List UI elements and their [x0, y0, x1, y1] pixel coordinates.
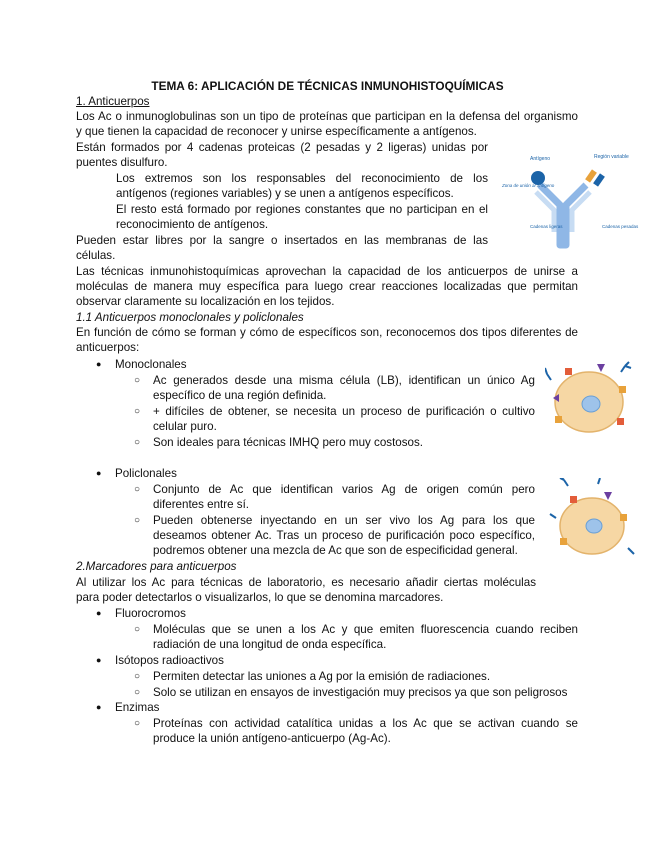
sub-bullet: ○	[134, 406, 141, 417]
mono-item2-line2: celular puro.	[153, 420, 217, 433]
cell-nucleus	[586, 519, 602, 533]
document-title: TEMA 6: APLICACIÓN DE TÉCNICAS INMUNOHISTOQUÍMICAS	[151, 79, 504, 93]
antigen-mark	[560, 538, 567, 545]
s1-p2-line1: Están formados por 4 cadenas proteicas (2 pesadas y 2 ligeras) unidas por	[76, 141, 488, 154]
poli-item2-line2: deseamos obtener Ac. Tras un proceso de purificación poco específico,	[153, 529, 535, 542]
s1-indent2-line2: reconocimiento de antígenos.	[116, 218, 269, 231]
antigen-mark	[620, 514, 627, 521]
poli-item1-line2: diferentes entre sí.	[153, 498, 250, 511]
isotopos-label: Isótopos radioactivos	[115, 654, 224, 667]
bullet: ●	[96, 359, 102, 369]
monoclonal-cell-illustration	[545, 358, 637, 442]
label-zona-union: Zona de unión al antígeno	[502, 183, 555, 188]
monoclonales-label: Monoclonales	[115, 358, 187, 371]
mono-item1-line1: Ac generados desde una misma célula (LB), identifican un único Ag	[153, 374, 535, 387]
mono-item1-line2: específico de una región definida.	[153, 389, 327, 402]
bullet: ●	[96, 702, 102, 712]
label-cadenas-pesadas: Cadenas pesadas	[602, 224, 639, 229]
s1-indent2-line1: El resto está formado por regiones constantes que no participan en el	[116, 203, 488, 216]
enz-item1-line1: Proteínas con actividad catalítica unidas a los Ac que se activan cuando se	[153, 717, 578, 730]
fluorocromos-label: Fluorocromos	[115, 607, 186, 620]
s1-p4-line3: observar claramente su localización en los tejidos.	[76, 295, 335, 308]
s1-p2-line2: puentes disulfuro.	[76, 156, 168, 169]
antibody-mark	[598, 478, 600, 484]
enzimas-label: Enzimas	[115, 701, 160, 714]
s11-p1-line2: anticuerpos:	[76, 341, 140, 354]
poli-item1-line1: Conjunto de Ac que identifican varios Ag de origen común pero	[153, 483, 535, 496]
polyclonal-cell-illustration	[548, 478, 640, 562]
antigen-mark	[619, 386, 626, 393]
antigen-mark	[555, 416, 562, 423]
label-cadenas-ligeras: Cadenas ligeras	[530, 224, 563, 229]
antibody-mark	[545, 368, 551, 380]
bullet: ●	[96, 655, 102, 665]
section-1-1-heading: 1.1 Anticuerpos monoclonales y policlonales	[76, 311, 304, 324]
label-antigeno: Antígeno	[530, 156, 551, 162]
s1-p1-line2: y que tienen la capacidad de reconocer y unirse específicamente a antígenos.	[76, 125, 477, 138]
sub-bullet: ○	[134, 375, 141, 386]
s1-indent1-line2: antígenos (regiones variables) y se unen a antígenos específicos.	[116, 187, 454, 200]
poli-item2-line1: Pueden obtenerse inyectando en un ser vivo los Ag para los que	[153, 514, 535, 527]
s1-p3-line1: Pueden estar libres por la sangre o insertados en las membranas de las	[76, 234, 488, 247]
policlonales-label: Policlonales	[115, 467, 177, 480]
mono-item2-line1: + difíciles de obtener, se necesita un proceso de purificación o cultivo	[153, 405, 535, 418]
s1-p1-line1: Los Ac o inmunoglobulinas son un tipo de proteínas que participan en la defensa del organismo	[76, 110, 578, 123]
iso-item1: Permiten detectar las uniones a Ag por la emisión de radiaciones.	[153, 670, 491, 683]
section-1-heading: 1. Anticuerpos	[76, 95, 150, 108]
antibody-mark	[628, 548, 634, 554]
s2-p1-line2: para poder detectarlos o visualizarlos, lo que se denomina marcadores.	[76, 591, 444, 604]
bullet: ●	[96, 468, 102, 478]
sub-bullet: ○	[134, 671, 141, 682]
s1-indent1-line1: Los extremos son los responsables del reconocimiento de los	[116, 172, 488, 185]
fluor-item1-line1: Moléculas que se unen a los Ac y que emiten fluorescencia cuando reciben	[153, 623, 578, 636]
antibody-mark	[550, 514, 556, 518]
fluor-item1-line2: radiación de una longitud de onda específica.	[153, 638, 387, 651]
section-2-heading: 2.Marcadores para anticuerpos	[76, 560, 237, 573]
label-region-variable: Región variable	[594, 154, 629, 160]
sub-bullet: ○	[134, 718, 141, 729]
s1-p4-line1: Las técnicas inmunohistoquímicas aprovechan la capacidad de los anticuerpos de unirse a	[76, 265, 578, 278]
antigen-mark	[617, 418, 624, 425]
antibody-diagram	[500, 150, 640, 250]
sub-bullet: ○	[134, 437, 141, 448]
antibody-mark	[621, 362, 631, 372]
s11-p1-line1: En función de cómo se forman y cómo de específicos son, reconocemos dos tipos diferentes de	[76, 326, 578, 339]
antibody-shape	[536, 185, 590, 245]
antigen-mark	[565, 368, 572, 375]
antigen-mark	[604, 492, 612, 500]
sub-bullet: ○	[134, 515, 141, 526]
sub-bullet: ○	[134, 484, 141, 495]
enz-item1-line2: produce la unión antígeno-anticuerpo (Ag-Ac).	[153, 732, 391, 745]
mono-item3-line1: Son ideales para técnicas IMHQ pero muy costosos.	[153, 436, 424, 449]
sub-bullet: ○	[134, 624, 141, 635]
bullet: ●	[96, 608, 102, 618]
sub-bullet: ○	[134, 687, 141, 698]
antibody-mark	[560, 478, 568, 486]
cell-nucleus	[582, 396, 600, 412]
s1-p4-line2: moléculas de manera muy específica para luego crear reacciones localizadas que permitan	[76, 280, 578, 293]
s2-p1-line1: Al utilizar los Ac para técnicas de laboratorio, es necesario añadir ciertas moléculas	[76, 576, 536, 589]
s1-p3-line2: células.	[76, 249, 116, 262]
poli-item2-line3: podremos obtener una mezcla de Ac que son de especificidad general.	[153, 544, 518, 557]
antigen-mark	[597, 364, 605, 372]
iso-item2: Solo se utilizan en ensayos de investigación muy precisos ya que son peligrosos	[153, 686, 568, 699]
antigen-mark	[570, 496, 577, 503]
